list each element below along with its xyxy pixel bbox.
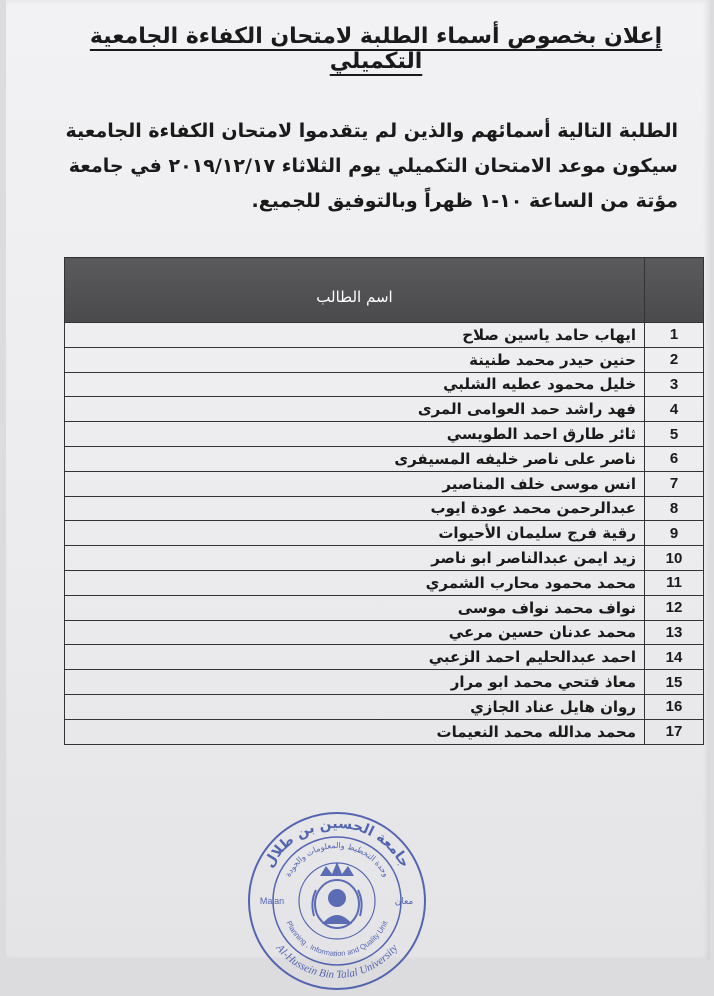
name-column-header: اسم الطالب	[65, 258, 645, 323]
student-name: فهد راشد حمد العوامى المرى	[65, 397, 645, 422]
table-row	[65, 719, 704, 744]
table-row	[65, 471, 704, 496]
row-number: 2	[645, 347, 704, 372]
table-row	[65, 446, 704, 471]
row-number: 1	[645, 323, 704, 348]
row-number: 13	[645, 620, 704, 645]
student-name: خليل محمود عطيه الشلبي	[65, 372, 645, 397]
seal-english-city: Ma'an	[259, 896, 285, 906]
table-row	[65, 397, 704, 422]
table-row	[65, 422, 704, 447]
row-number: 16	[645, 694, 704, 719]
table-row	[65, 645, 704, 670]
seal-arabic-city: معان	[394, 897, 414, 907]
announcement-paragraph	[66, 114, 678, 219]
student-name: معاذ فتحي محمد ابو مرار	[65, 670, 645, 695]
row-number: 7	[645, 471, 704, 496]
table-row	[65, 496, 704, 521]
student-name: انس موسى خلف المناصير	[65, 471, 645, 496]
students-table	[64, 257, 704, 745]
row-number: 4	[645, 397, 704, 422]
crown-emblem-icon	[312, 862, 361, 928]
student-name: ثائر طارق احمد الطويسي	[65, 422, 645, 447]
university-seal	[242, 806, 432, 996]
seal-arabic-unit: وحدة التخطيط والمعلومات والجودة	[283, 840, 391, 879]
table-header-row	[65, 258, 704, 323]
table-row	[65, 620, 704, 645]
number-column-header	[645, 258, 704, 323]
student-name: زيد ايمن عبدالناصر ابو ناصر	[65, 546, 645, 571]
row-number: 10	[645, 546, 704, 571]
student-name: احمد عبدالحليم احمد الزعبي	[65, 645, 645, 670]
svg-text:Planning , Information and Qua	[284, 919, 389, 958]
row-number: 5	[645, 422, 704, 447]
table-row	[65, 546, 704, 571]
row-number: 12	[645, 595, 704, 620]
row-number: 14	[645, 645, 704, 670]
table-row	[65, 694, 704, 719]
table-row	[65, 570, 704, 595]
student-name: حنين حيدر محمد طنينة	[65, 347, 645, 372]
row-number: 6	[645, 446, 704, 471]
table-row	[65, 595, 704, 620]
student-name: محمد عدنان حسين مرعي	[65, 620, 645, 645]
student-name: ناصر على ناصر خليفه المسيفرى	[65, 446, 645, 471]
table-row	[65, 521, 704, 546]
paragraph-line: الطلبة التالية أسمائهم والذين لم يتقدموا لامتحان الكفاءة الجامعية	[65, 120, 678, 142]
announcement-title: إعلان بخصوص أسماء الطلبة لامتحان الكفاءة الجامعية التكميلي	[89, 24, 663, 74]
table-row	[65, 323, 704, 348]
table-row	[65, 372, 704, 397]
paragraph-line: سيكون موعد الامتحان التكميلي يوم الثلاثاء ٢٠١٩/١٢/١٧ في جامعة	[68, 155, 678, 177]
row-number: 15	[645, 670, 704, 695]
student-name: روان هايل عناد الجازي	[65, 694, 645, 719]
document-page	[6, 0, 710, 982]
student-name: عبدالرحمن محمد عودة ايوب	[65, 496, 645, 521]
seal-english-ring: Al-Hussein Bin Talal University	[273, 942, 401, 982]
student-name: رقية فرج سليمان الأحيوات	[65, 521, 645, 546]
row-number: 17	[645, 719, 704, 744]
student-name: نواف محمد نواف موسى	[65, 595, 645, 620]
table-row	[65, 670, 704, 695]
row-number: 9	[645, 521, 704, 546]
row-number: 3	[645, 372, 704, 397]
row-number: 8	[645, 496, 704, 521]
student-name: ايهاب حامد ياسين صلاح	[65, 323, 645, 348]
seal-english-unit: Planning , Information and Quality Unit	[284, 919, 390, 959]
student-name: محمد محمود محارب الشمري	[65, 570, 645, 595]
student-name: محمد مدالله محمد النعيمات	[65, 719, 645, 744]
seal-arabic-ring: جامعة الحسين بن طلال	[261, 815, 413, 871]
paragraph-line: مؤتة من الساعة ١٠-١ ظهراً وبالتوفيق للجميع.	[251, 190, 678, 212]
table-row	[65, 347, 704, 372]
row-number: 11	[645, 570, 704, 595]
